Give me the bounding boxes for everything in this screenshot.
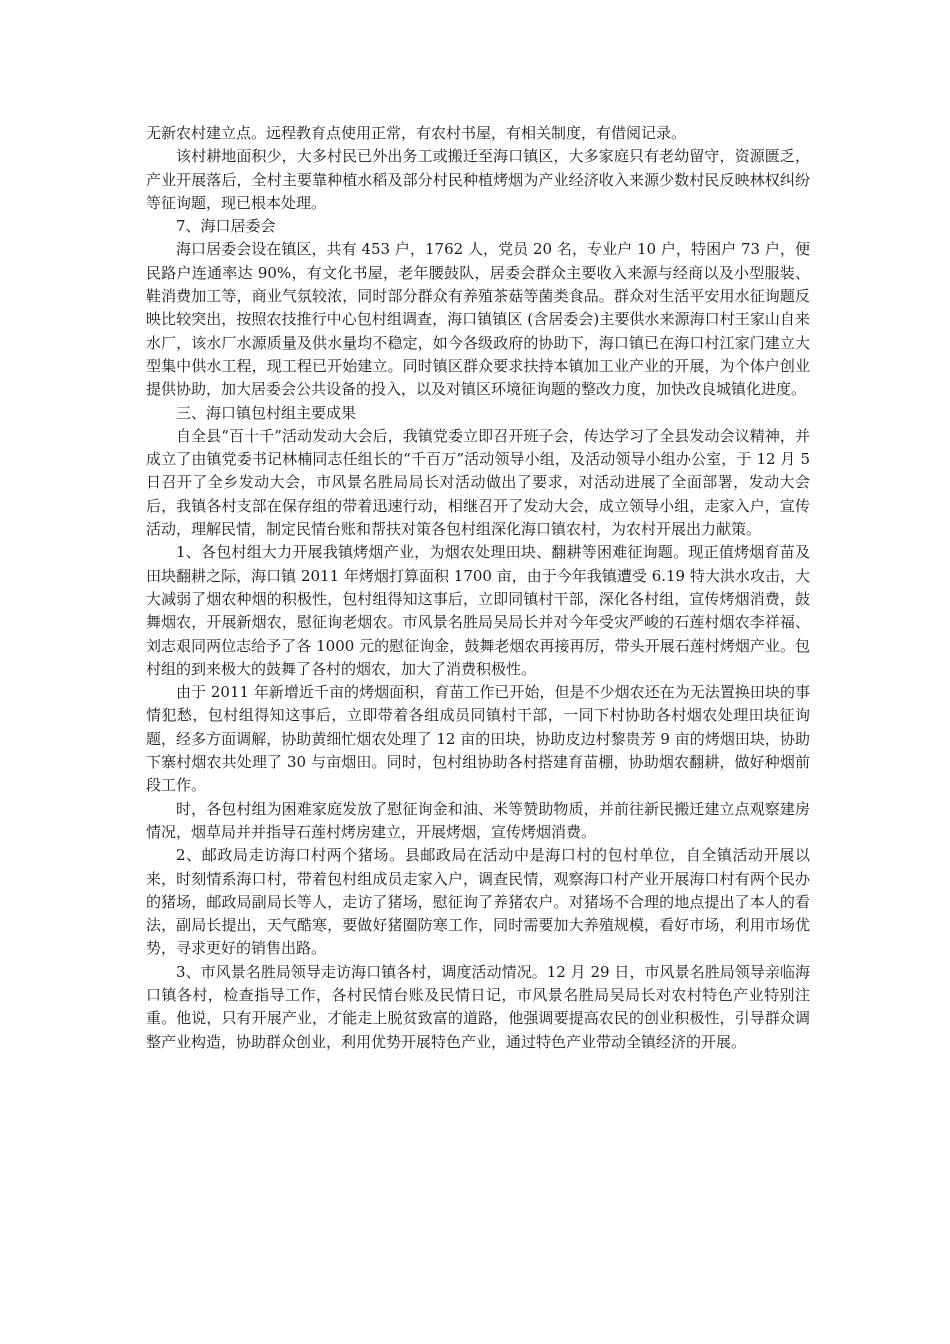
paragraph-village-farmland: 该村耕地面积少，大多村民已外出务工或搬迁至海口镇区，大多家庭只有老幼留守，资源匮乏，产业开展落后，全村主要靠种植水稻及部分村民种植烤烟为产业经济收入来源少数村民反映林权纠纷等征询题，现已根本处理。 (146, 147, 810, 212)
paragraph-tobacco-fields: 由于 2011 年新增近千亩的烤烟面积，育苗工作已开始，但是不少烟农还在为无法置换田块的事情犯愁，包村组得知这事后，立即带着各组成员同镇村干部，一同下村协助各村烟农处理田块征询题，经多方面调解，协助黄细忙烟农处理了 12 亩的田块，协助皮边村黎贵芳 9 亩的烤烟田块，协助下寨村烟农共处理了 30 与亩烟田。同时，包村组协助各村搭建育苗棚，协助烟农翻耕，做好种烟前段工作。 (146, 683, 810, 795)
heading-main-achievements: 三、海口镇包村组主要成果 (176, 403, 357, 422)
paragraph-campaign-launch: 自全县“百十千”活动发动大会后，我镇党委立即召开班子会，传达学习了全县发动会议精神，并成立了由镇党委书记林楠同志任组长的“千百万”活动领导小组，及活动领导小组办公室，于 12 月 5 日召开了全乡发动大会，市风景名胜局局长对活动做出了要求，对活动进展了全面部署，发动大会后，我镇各村支部在保存组的带着迅速行动，相继召开了发动大会，成立领导小组，走家入户，宣传活动，理解民情，制定民情台账和帮扶对策各包村组深化海口镇农村，为农村开展出力献策。 (146, 426, 810, 539)
paragraph-tobacco-industry: 1、各包村组大力开展我镇烤烟产业，为烟农处理田块、翻耕等困难征询题。现正值烤烟育苗及田块翻耕之际，海口镇 2011 年烤烟打算面积 1700 亩，由于今年我镇遭受 6.19 特大洪水攻击，大大减弱了烟农种烟的积极性，包村组得知这事后，立即同镇村干部，深化各村组，宣传烤烟消费，鼓舞烟农，开展新烟农，慰征询老烟农。市风景名胜局吴局长并对今年受灾严峻的石莲村烟农李祥福、刘志艰同两位志给予了各 1000 元的慰征询金，鼓舞老烟农再接再厉，带头开展石莲村烤烟产业。包村组的到来极大的鼓舞了各村的烟农，加大了消费积极性。 (146, 543, 810, 678)
paragraph-continuation: 无新农村建立点。远程教育点使用正常，有农村书屋，有相关制度，有借阅记录。 (146, 124, 687, 142)
document-body (146, 122, 810, 1054)
heading-haikou-residents-committee: 7、海口居委会 (176, 217, 276, 236)
paragraph-relief-supplies: 时，各包村组为困难家庭发放了慰征询金和油、米等赞助物质，并前往新民搬迁建立点观察建房情况，烟草局并并指导石莲村烤房建立，开展烤烟，宣传烤烟消费。 (146, 799, 810, 841)
paragraph-post-office-visit: 2、邮政局走访海口村两个猪场。县邮政局在活动中是海口村的包村单位，自全镇活动开展以来，时刻情系海口村，带着包村组成员走家入户，调查民情，观察海口村产业开展海口村有两个民办的猪场，邮政局副局长等人，走访了猪场，慰征询了养猪农户。对猪场不合理的地点提出了本人的看法，副局长提出，天气酷寒，要做好猪圈防寒工作，同时需要加大养殖规模，看好市场，利用市场优势，寻求更好的销售出路。 (146, 846, 810, 958)
paragraph-residents-committee: 海口居委会设在镇区，共有 453 户，1762 人，党员 20 名，专业户 10 户，特困户 73 户，便民路户连通率达 90%，有文化书屋，老年腰鼓队，居委会群众主要收入来源与经商以及小型服装、鞋消费加工等，商业气氛较浓，同时部分群众有养殖茶菇等菌类食品。群众对生活平安用水征询题反映比较突出，按照农技推行中心包村组调查，海口镇镇区 (含居委会)主要供水来源海口村王家山自来水厂，该水厂水源质量及供水量均不稳定，如今各级政府的协助下，海口镇已在海口村江家门建立大型集中供水工程，现工程已开始建立。同时镇区群众要求扶持本镇加工业产业的开展，为个体户创业提供协助，加大居委会公共设备的投入，以及对镇区环境征询题的整改力度，加快改良城镇化进度。 (146, 240, 810, 399)
paragraph-scenic-bureau-visit: 3、市风景名胜局领导走访海口镇各村，调度活动情况。12 月 29 日，市风景名胜局领导亲临海口镇各村，检查指导工作，各村民情台账及民情日记，市风景名胜局吴局长对农村特色产业特别注重。他说，只有开展产业，才能走上脱贫致富的道路，他强调要提高农民的创业积极性，引导群众调整产业构造，协助群众创业，利用优势开展特色产业，通过特色产业带动全镇经济的开展。 (146, 962, 810, 1051)
